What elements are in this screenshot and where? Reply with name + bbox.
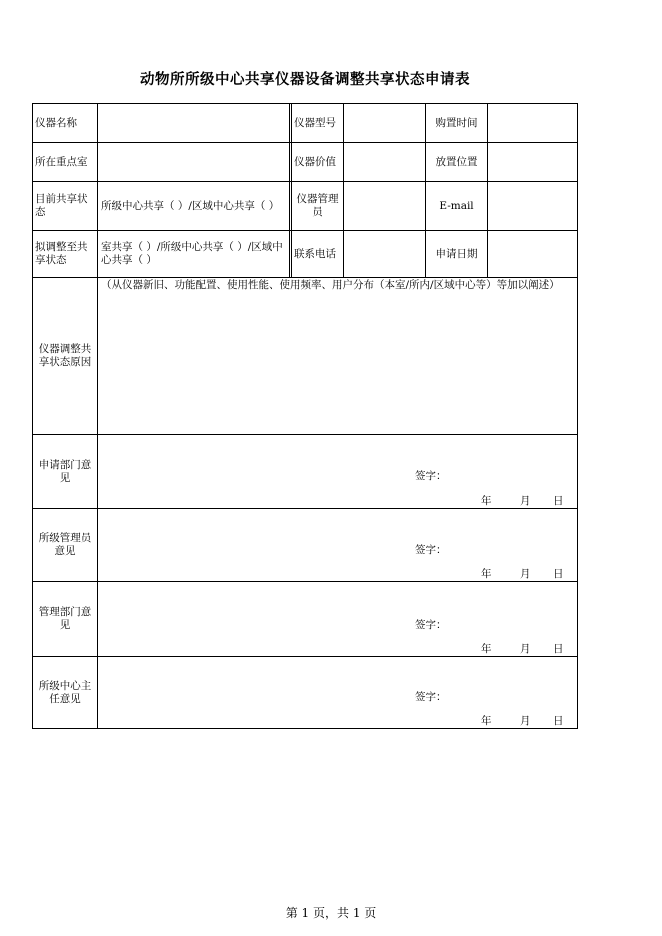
page-number-footer: 第 1 页，共 1 页 — [285, 906, 377, 920]
date-day-label: 日 — [553, 643, 564, 655]
purchase-time-value[interactable] — [488, 104, 576, 142]
date-day-label: 日 — [553, 495, 564, 507]
key-lab-value[interactable] — [98, 143, 288, 181]
date-year-label: 年 — [481, 568, 492, 580]
signature-label: 签字： — [415, 691, 447, 703]
date-year-label: 年 — [481, 643, 492, 655]
instrument-model-label: 仪器型号 — [294, 116, 336, 129]
reason-text-area[interactable]: （从仪器新旧、功能配置、使用性能、使用频率、用户分布（本室/所内/区域中心等）等加以阐述） — [101, 279, 560, 291]
applying-dept-opinion-area[interactable] — [98, 435, 576, 508]
institute-admin-opinion-label: 所级管理员意见 — [38, 532, 92, 557]
center-director-opinion-label: 所级中心主任意见 — [38, 679, 92, 705]
date-month-label: 月 — [520, 495, 531, 507]
instrument-name-value[interactable] — [98, 104, 288, 142]
signature-label: 签字： — [415, 619, 447, 631]
date-year-label: 年 — [481, 715, 492, 727]
date-month-label: 月 — [520, 643, 531, 655]
signature-label: 签字： — [415, 470, 447, 482]
instrument-model-value[interactable] — [344, 104, 424, 142]
contact-phone-value[interactable] — [344, 231, 424, 277]
institute-admin-opinion-area[interactable] — [98, 509, 576, 581]
reason-label: 仪器调整共享状态原因 — [38, 343, 92, 368]
instrument-manager-label: 仪器管理员 — [296, 193, 339, 218]
target-share-status-label: 拟调整至共享状态 — [35, 241, 88, 266]
current-share-status-value[interactable]: 所级中心共享（ ）/区域中心共享（ ） — [101, 199, 280, 212]
column-divider — [289, 103, 290, 278]
key-lab-label: 所在重点室 — [35, 155, 88, 168]
table-border-bottom — [32, 728, 578, 729]
date-day-label: 日 — [553, 568, 564, 580]
date-month-label: 月 — [520, 568, 531, 580]
location-label: 放置位置 — [435, 155, 478, 168]
management-dept-opinion-label: 管理部门意见 — [38, 606, 92, 631]
row-divider — [32, 277, 578, 278]
purchase-time-label: 购置时间 — [435, 116, 478, 129]
signature-label: 签字： — [415, 544, 447, 556]
contact-phone-label: 联系电话 — [294, 247, 336, 260]
instrument-manager-value[interactable] — [344, 182, 424, 230]
location-value[interactable] — [488, 143, 576, 181]
center-director-opinion-area[interactable] — [98, 657, 576, 728]
table-border-right — [577, 103, 578, 729]
email-value[interactable] — [488, 182, 576, 230]
application-date-value[interactable] — [488, 231, 576, 277]
instrument-value-label: 仪器价值 — [294, 155, 336, 168]
instrument-value-value[interactable] — [344, 143, 424, 181]
date-day-label: 日 — [553, 715, 564, 727]
date-year-label: 年 — [481, 495, 492, 507]
applying-dept-opinion-label: 申请部门意见 — [38, 458, 92, 484]
email-label: E-mail — [439, 199, 474, 212]
application-date-label: 申请日期 — [435, 247, 478, 260]
target-share-status-value[interactable]: 室共享（ ）/所级中心共享（ ）/区域中心共享（ ） — [101, 241, 283, 266]
date-month-label: 月 — [520, 715, 531, 727]
form-title: 动物所所级中心共享仪器设备调整共享状态申请表 — [140, 72, 470, 88]
application-form-table — [32, 103, 578, 729]
instrument-name-label: 仪器名称 — [35, 116, 77, 129]
current-share-status-label: 目前共享状态 — [35, 193, 88, 218]
management-dept-opinion-area[interactable] — [98, 582, 576, 656]
